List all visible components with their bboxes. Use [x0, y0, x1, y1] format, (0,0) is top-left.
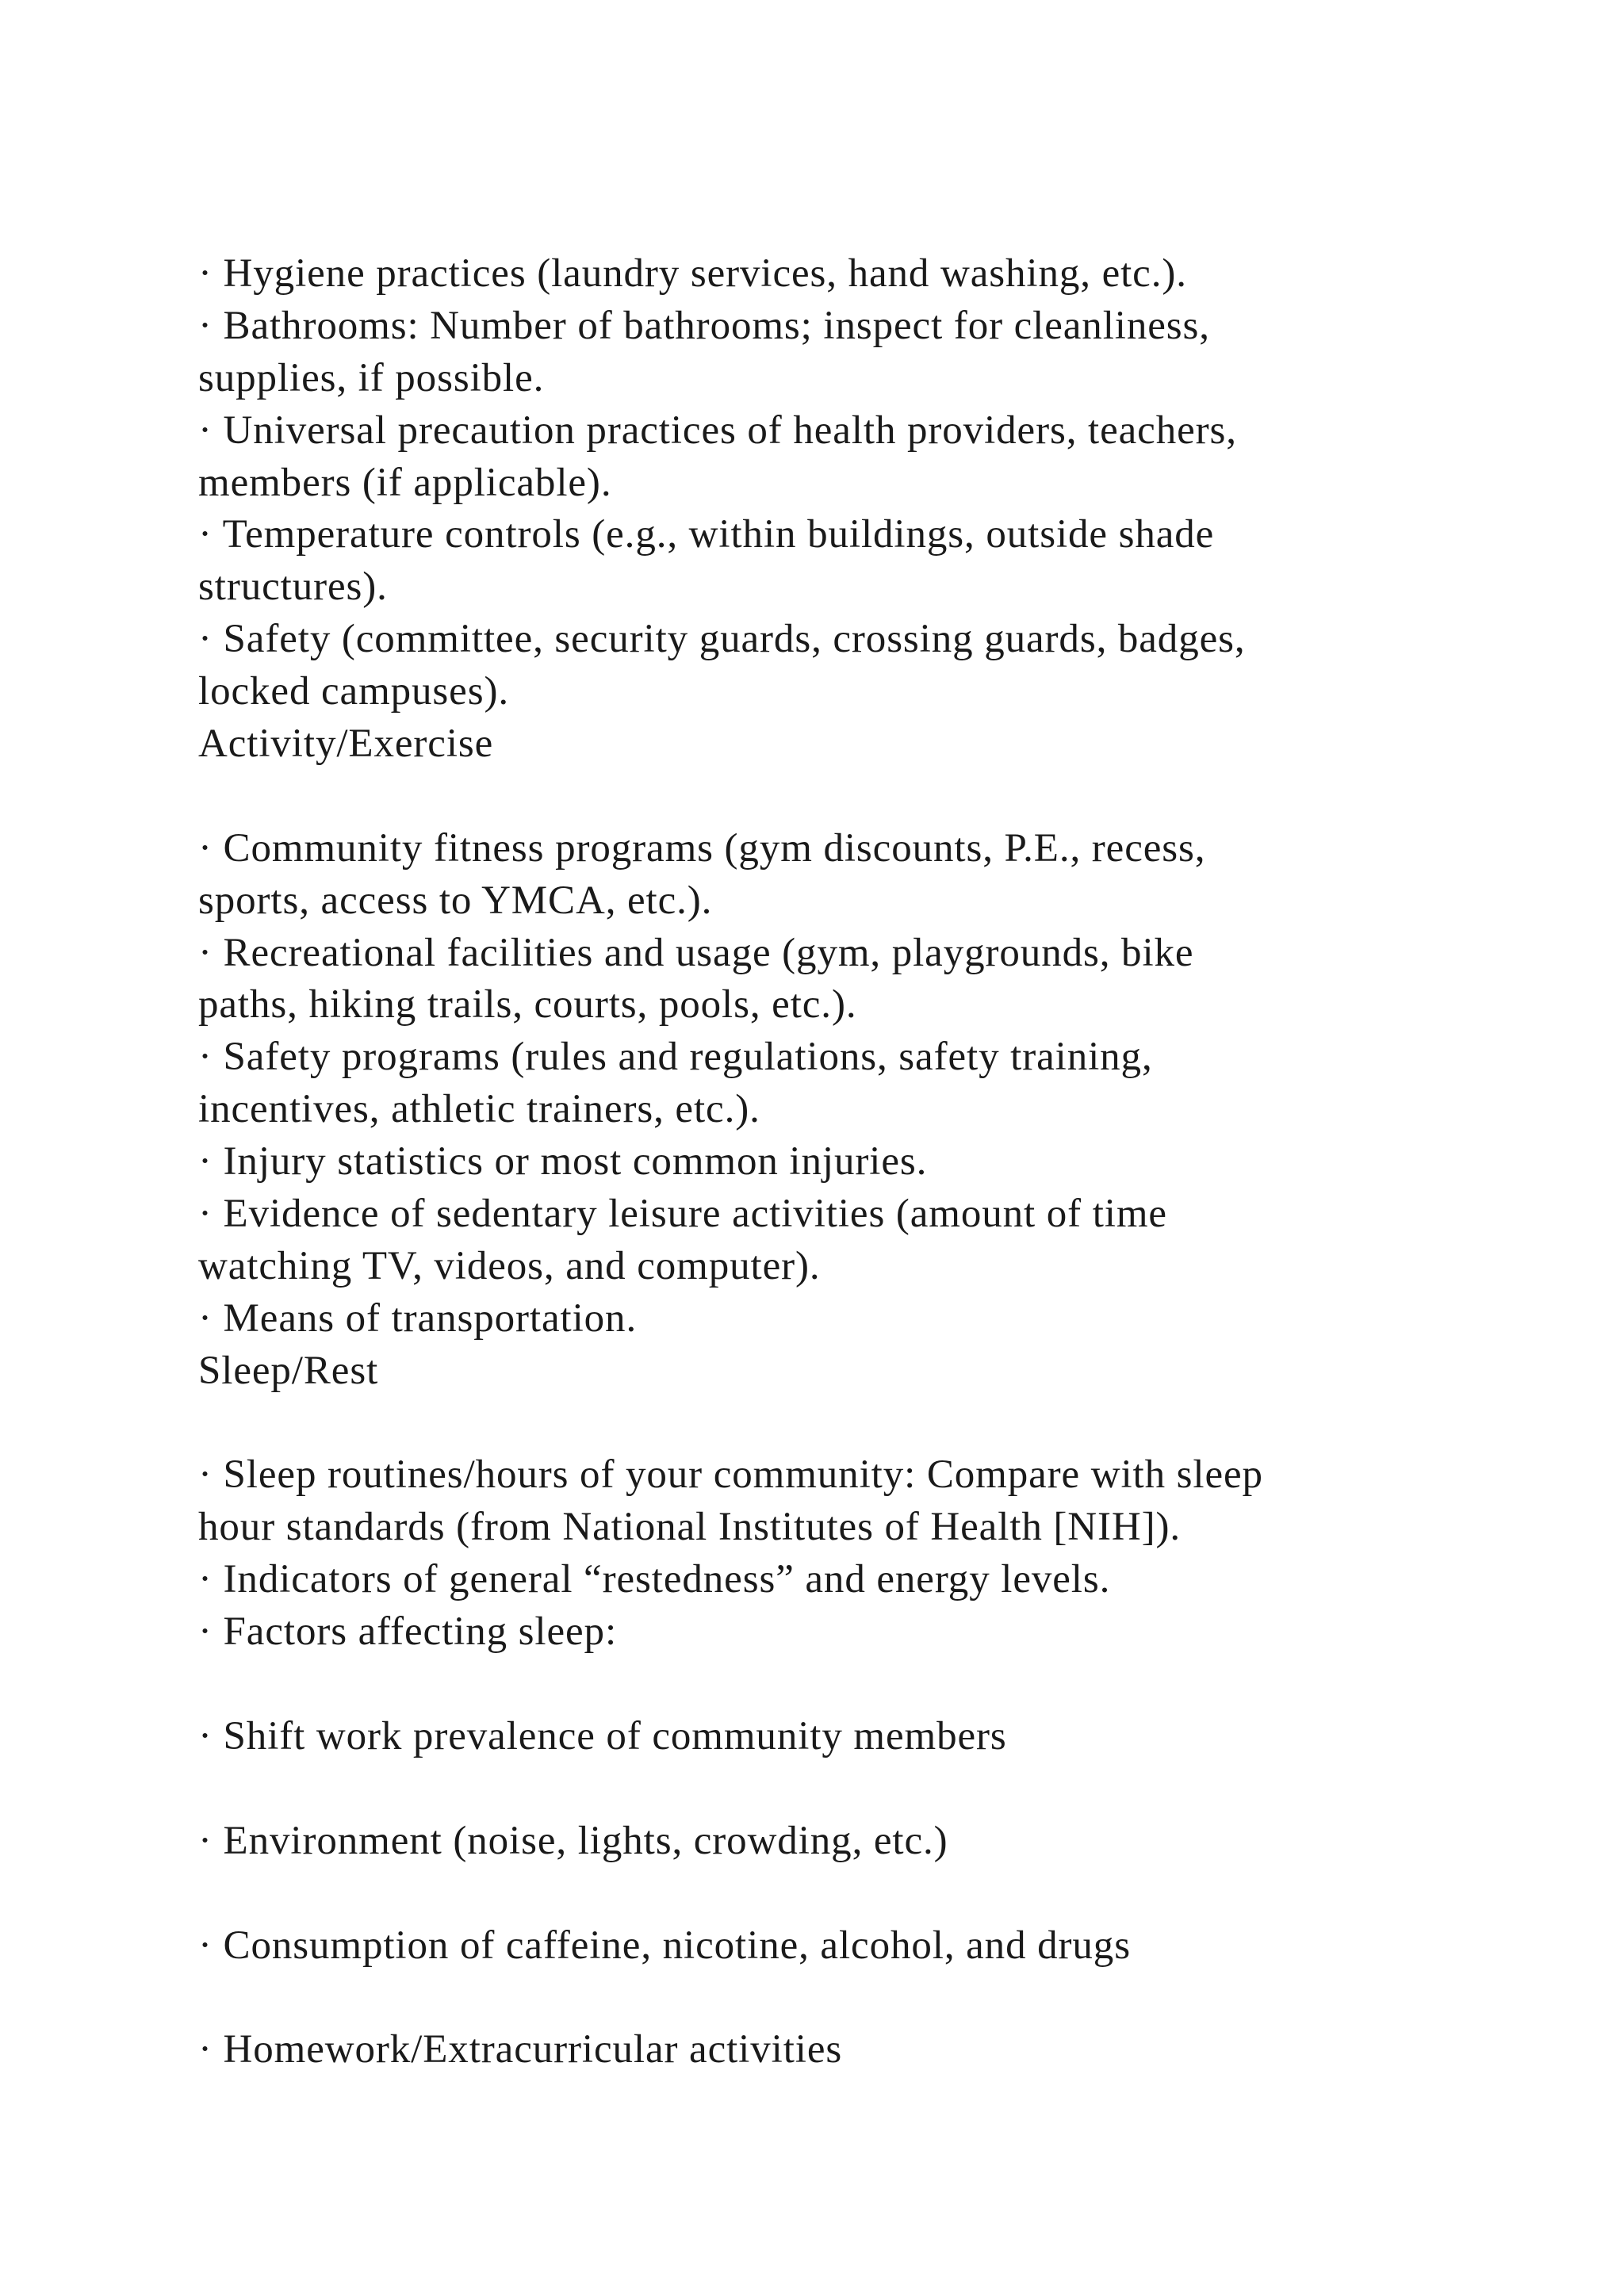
- text-line: · Safety (committee, security guards, crossing guards, badges,: [198, 617, 1246, 662]
- text-line: sports, access to YMCA, etc.).: [198, 878, 713, 923]
- text-line: watching TV, videos, and computer).: [198, 1243, 821, 1288]
- text-line: · Community fitness programs (gym discounts, P.E., recess,: [198, 825, 1206, 871]
- blank-line: [198, 1659, 1467, 1711]
- text-line: · Hygiene practices (laundry services, hand washing, etc.).: [198, 251, 1187, 296]
- text-line: incentives, athletic trainers, etc.).: [198, 1087, 760, 1132]
- text-line: · Bathrooms: Number of bathrooms; inspect for cleanliness,: [198, 303, 1210, 348]
- text-line: paths, hiking trails, courts, pools, etc.).: [198, 982, 857, 1027]
- section-heading-sleep-rest: Sleep/Rest: [198, 1348, 379, 1393]
- document-body: [198, 248, 1467, 2076]
- text-line: structures).: [198, 564, 388, 610]
- text-line: · Evidence of sedentary leisure activities (amount of time: [198, 1192, 1167, 1237]
- text-line: · Safety programs (rules and regulations, safety training,: [198, 1035, 1153, 1080]
- text-line: supplies, if possible.: [198, 355, 545, 400]
- text-line: · Environment (noise, lights, crowding, etc.): [198, 1818, 948, 1863]
- section-heading-activity-exercise: Activity/Exercise: [198, 721, 494, 767]
- text-line: · Injury statistics or most common injuries.: [198, 1139, 928, 1184]
- text-line: locked campuses).: [198, 669, 509, 714]
- blank-line: [198, 1868, 1467, 1920]
- blank-line: [198, 771, 1467, 823]
- text-line: · Recreational facilities and usage (gym, playgrounds, bike: [198, 930, 1194, 975]
- text-line: · Homework/Extracurricular activities: [198, 2027, 843, 2072]
- text-line: · Temperature controls (e.g., within buildings, outside shade: [198, 512, 1215, 557]
- text-line: · Means of transportation.: [198, 1295, 638, 1341]
- text-line: · Factors affecting sleep:: [198, 1609, 618, 1655]
- text-line: · Consumption of caffeine, nicotine, alcohol, and drugs: [198, 1923, 1131, 1968]
- text-line: · Shift work prevalence of community members: [198, 1713, 1007, 1758]
- text-line: · Sleep routines/hours of your community: Compare with sleep: [198, 1452, 1263, 1498]
- text-line: · Universal precaution practices of health providers, teachers,: [198, 408, 1237, 453]
- text-line: hour standards (from National Institutes of Health [NIH]).: [198, 1505, 1182, 1550]
- blank-line: [198, 1763, 1467, 1816]
- text-line: · Indicators of general “restedness” and energy levels.: [198, 1557, 1111, 1602]
- blank-line: [198, 1398, 1467, 1450]
- blank-line: [198, 1972, 1467, 2024]
- text-line: members (if applicable).: [198, 460, 612, 505]
